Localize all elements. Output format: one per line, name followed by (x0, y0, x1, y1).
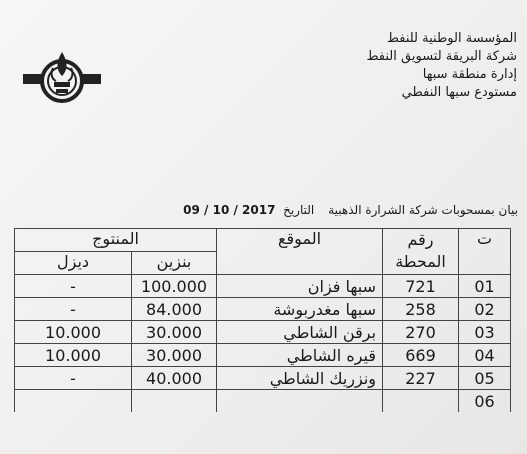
row-diesel (15, 390, 132, 413)
statement-title: بيان بمسحوبات شركة الشرارة الذهبية (328, 203, 518, 217)
row-index: 06 (459, 390, 511, 413)
depot-name: مستودع سبها النفطي (401, 85, 517, 100)
row-station (383, 390, 459, 413)
row-diesel: - (15, 275, 132, 298)
header-location: الموقع (217, 229, 383, 275)
withdrawals-table (14, 228, 511, 412)
row-index: 02 (459, 298, 511, 321)
row-diesel: 10.000 (15, 321, 132, 344)
header-product: المنتوج (15, 229, 217, 252)
table-row (15, 298, 511, 321)
row-station: 270 (383, 321, 459, 344)
region-name: إدارة منطقة سبها (422, 67, 517, 82)
table-row (15, 321, 511, 344)
organization-header (317, 30, 517, 102)
row-petrol: 40.000 (132, 367, 217, 390)
table-row (15, 390, 511, 413)
date-label: التاريخ (283, 203, 315, 217)
header-station: رقم المحطة (383, 229, 459, 275)
header-diesel: ديزل (15, 252, 132, 275)
row-index: 04 (459, 344, 511, 367)
company-name: شركة البريقة لتسويق النفط (366, 49, 517, 64)
row-station: 258 (383, 298, 459, 321)
row-station: 721 (383, 275, 459, 298)
row-index: 01 (459, 275, 511, 298)
row-petrol (132, 390, 217, 413)
row-location: ونزريك الشاطي (217, 367, 383, 390)
row-petrol: 84.000 (132, 298, 217, 321)
row-location (217, 390, 383, 413)
row-index: 05 (459, 367, 511, 390)
company-logo (23, 48, 101, 114)
row-diesel: - (15, 367, 132, 390)
statement-line (158, 203, 518, 217)
org-name: المؤسسة الوطنية للنفط (386, 31, 517, 46)
row-station: 669 (383, 344, 459, 367)
table-row (15, 275, 511, 298)
row-petrol: 100.000 (132, 275, 217, 298)
row-location: قيره الشاطي (217, 344, 383, 367)
row-location: سبها فزان (217, 275, 383, 298)
row-diesel: - (15, 298, 132, 321)
row-petrol: 30.000 (132, 321, 217, 344)
row-index: 03 (459, 321, 511, 344)
header-index: ت (459, 229, 511, 275)
table-row (15, 367, 511, 390)
row-petrol: 30.000 (132, 344, 217, 367)
date-value: 09 / 10 / 2017 (183, 203, 276, 217)
table-row (15, 344, 511, 367)
row-location: سبها مغدربوشة (217, 298, 383, 321)
header-petrol: بنزين (132, 252, 217, 275)
row-station: 227 (383, 367, 459, 390)
row-diesel: 10.000 (15, 344, 132, 367)
row-location: برقن الشاطي (217, 321, 383, 344)
